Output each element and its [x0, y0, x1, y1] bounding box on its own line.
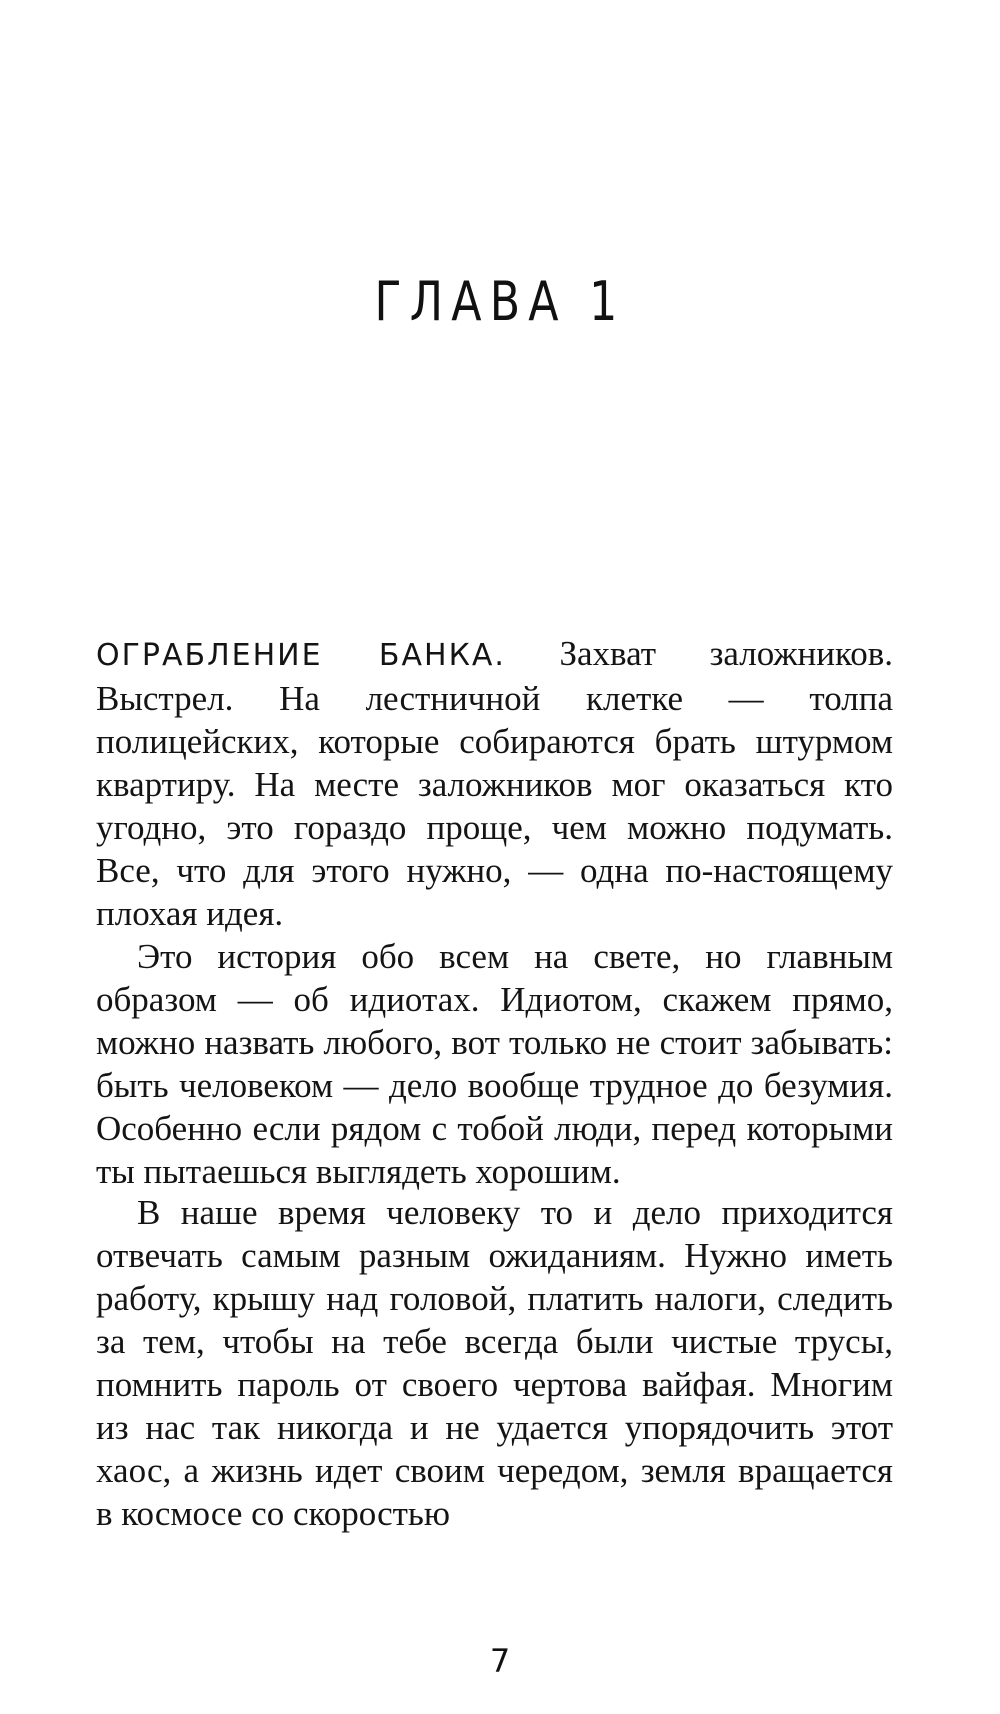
page-number: 7	[489, 1642, 511, 1680]
paragraph-1	[96, 632, 893, 935]
paragraph-1-text: Захват заложников. Выстрел. На лестничной клетке — толпа полицейских, которые собираются брать штурмом квартиру. На месте заложников мог оказаться кто угодно, это гораздо проще, чем можно подумать. Все, что для этого нужно, — одна по-настоящему плохая идея.	[96, 634, 893, 933]
chapter-title: ГЛАВА 1	[374, 270, 626, 333]
paragraph-3: В наше время человеку то и дело приходится отвечать самым разным ожиданиям. Нужно иметь работу, крышу над головой, платить налоги, следить за тем, чтобы на тебе всегда были чистые трусы, помнить пароль от своего чертова вайфая. Многим из нас так никогда и не удается упорядочить этот хаос, а жизнь идет своим чередом, земля вращается в космосе со скоростью	[96, 1193, 893, 1533]
paragraph-lead-in: ОГРАБЛЕНИЕ БАНКА.	[96, 638, 506, 673]
paragraph-2: Это история обо всем на свете, но главным образом — об идиотах. Идиотом, скажем прямо, можно назвать любого, вот только не стоит забывать: быть человеком — дело вообще трудное до безумия. Особенно если рядом с тобой люди, перед которыми ты пытаешься выглядеть хорошим.	[96, 937, 893, 1191]
